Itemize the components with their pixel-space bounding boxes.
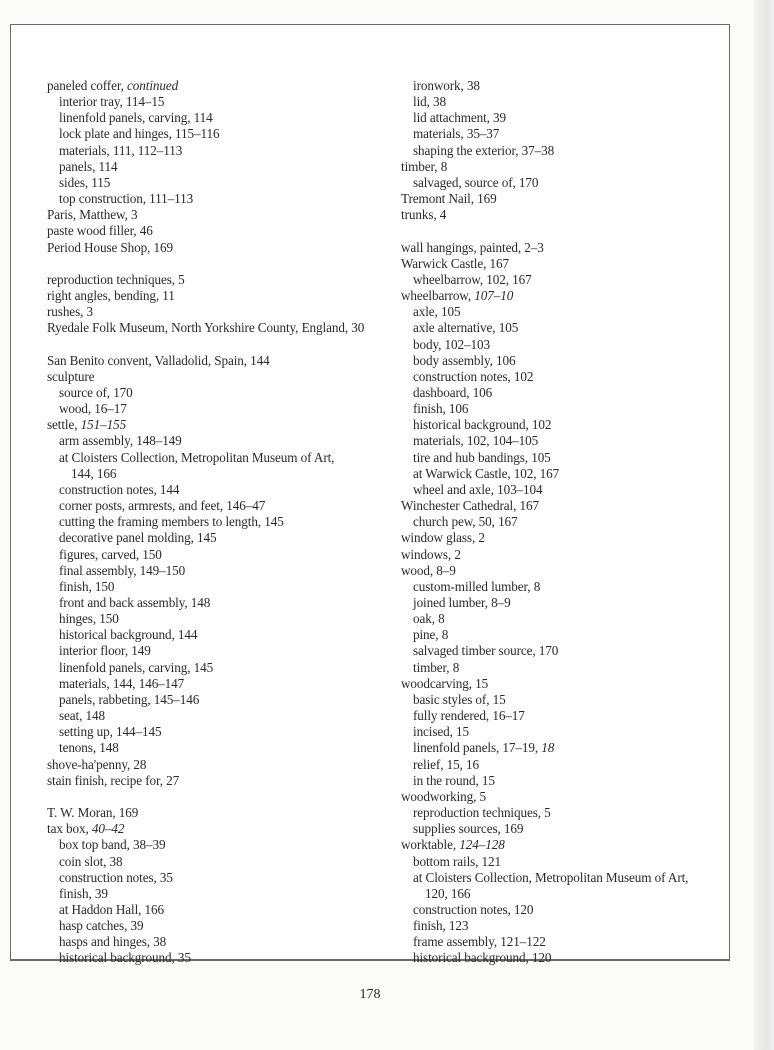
entry-text: at Cloisters Collection, Metropolitan Museum of Art, <box>413 869 689 885</box>
entry-text: construction notes, 102 <box>413 368 534 384</box>
entry-text: box top band, 38–39 <box>59 837 166 853</box>
entry-text: window glass, 2 <box>401 530 485 546</box>
index-subentry <box>47 676 364 692</box>
entry-text: linenfold panels, carving, 114 <box>59 110 213 126</box>
index-subentry <box>401 708 688 724</box>
index-subentry <box>401 320 688 336</box>
entry-text: settle, <box>47 417 81 433</box>
entry-text: materials, 35–37 <box>413 126 500 142</box>
entry-text: arm assembly, 148–149 <box>59 433 182 449</box>
index-entry <box>47 369 364 385</box>
entry-text: reproduction techniques, 5 <box>413 805 551 821</box>
index-continuation <box>401 886 688 902</box>
index-subentry <box>47 692 364 708</box>
index-subentry <box>47 514 364 530</box>
index-subentry <box>401 175 688 191</box>
entry-text: incised, 15 <box>413 724 470 740</box>
entry-text: figures, carved, 150 <box>59 546 162 562</box>
entry-text: worktable, <box>401 837 460 853</box>
entry-text: joined lumber, 8–9 <box>413 595 511 610</box>
entry-text: finish, 150 <box>59 578 115 594</box>
index-column-left <box>47 78 364 967</box>
entry-text: coin slot, 38 <box>59 853 123 869</box>
index-subentry <box>47 595 364 611</box>
entry-italic-pages: 107–10 <box>474 288 514 304</box>
index-entry <box>401 789 688 805</box>
entry-text: oak, 8 <box>413 611 445 627</box>
index-subentry <box>47 498 364 514</box>
index-entry <box>401 676 688 692</box>
index-subentry <box>401 805 688 821</box>
index-entry <box>401 498 688 514</box>
entry-text: materials, 144, 146–147 <box>59 675 185 691</box>
entry-text: decorative panel molding, 145 <box>59 530 217 546</box>
index-subentry <box>47 450 364 466</box>
entry-text: paste wood filler, 46 <box>47 223 153 239</box>
entry-text: sculpture <box>47 368 95 384</box>
entry-text: top construction, 111–113 <box>59 191 194 207</box>
entry-text: interior tray, 114–15 <box>59 94 165 110</box>
index-subentry <box>401 870 688 886</box>
entry-text: axle alternative, 105 <box>413 320 519 336</box>
entry-text: final assembly, 149–150 <box>59 562 186 578</box>
entry-text: interior floor, 149 <box>59 643 151 659</box>
index-subentry <box>401 724 688 740</box>
entry-text: historical background, 102 <box>413 417 552 433</box>
index-subentry <box>47 159 364 175</box>
index-entry <box>47 272 364 288</box>
entry-text: historical background, 35 <box>59 950 191 966</box>
entry-text: shaping the exterior, 37–38 <box>413 142 555 158</box>
entry-text: reproduction techniques, 5 <box>47 271 185 287</box>
entry-text: Warwick Castle, 167 <box>401 255 510 271</box>
index-subentry <box>401 450 688 466</box>
entry-text: frame assembly, 121–122 <box>413 934 546 950</box>
index-subentry <box>401 902 688 918</box>
entry-text: historical background, 144 <box>59 627 198 643</box>
entry-text: corner posts, armrests, and feet, 146–47 <box>59 498 266 514</box>
index-subentry <box>401 78 688 94</box>
index-subentry <box>401 110 688 126</box>
entry-italic-pages: 18 <box>541 740 555 756</box>
index-subentry <box>401 94 688 110</box>
index-entry <box>47 417 364 433</box>
entry-text: finish, 106 <box>413 401 469 417</box>
index-subentry <box>401 369 688 385</box>
index-subentry <box>401 918 688 934</box>
entry-text: lid, 38 <box>413 94 447 110</box>
entry-text: wood, 8–9 <box>401 562 456 578</box>
page-number: 178 <box>359 987 381 1002</box>
index-subentry <box>401 757 688 773</box>
index-subentry <box>401 595 688 611</box>
index-entry <box>401 288 688 304</box>
entry-text: body, 102–103 <box>413 336 490 352</box>
index-entry <box>47 207 364 223</box>
entry-text: ironwork, 38 <box>413 78 480 93</box>
index-subentry <box>47 94 364 110</box>
index-subentry <box>401 773 688 789</box>
index-subentry <box>47 482 364 498</box>
entry-text: hasps and hinges, 38 <box>59 934 167 950</box>
index-subentry <box>47 530 364 546</box>
index-subentry <box>47 175 364 191</box>
entry-text: basic styles of, 15 <box>413 691 506 707</box>
entry-text: rushes, 3 <box>47 304 93 320</box>
blank-line <box>47 256 364 272</box>
entry-text: salvaged timber source, 170 <box>413 643 559 659</box>
entry-text: construction notes, 35 <box>59 869 173 885</box>
index-subentry <box>401 304 688 320</box>
entry-text: paneled coffer, <box>47 78 128 93</box>
index-subentry <box>47 385 364 401</box>
index-subentry <box>47 950 364 966</box>
index-subentry <box>401 482 688 498</box>
index-entry <box>401 837 688 853</box>
index-subentry <box>47 740 364 756</box>
index-subentry <box>47 547 364 563</box>
entry-italic-pages: 40–42 <box>91 821 125 837</box>
index-entry <box>401 191 688 207</box>
entry-text: linenfold panels, 17–19, <box>413 740 542 756</box>
index-subentry <box>47 191 364 207</box>
index-frame <box>10 24 730 966</box>
entry-text: dashboard, 106 <box>413 384 493 400</box>
blank-line <box>47 337 364 353</box>
entry-text: axle, 105 <box>413 304 461 320</box>
index-subentry <box>401 854 688 870</box>
index-entry <box>47 773 364 789</box>
entry-text: fully rendered, 16–17 <box>413 708 525 724</box>
index-subentry <box>47 126 364 142</box>
entry-text: Ryedale Folk Museum, North Yorkshire County, England, 30 <box>47 320 365 336</box>
entry-text: hasp catches, 39 <box>59 918 144 934</box>
entry-text: construction notes, 120 <box>413 901 534 917</box>
entry-text: 120, 166 <box>425 885 471 901</box>
entry-text: finish, 39 <box>59 885 108 901</box>
entry-text: bottom rails, 121 <box>413 853 502 869</box>
index-subentry <box>401 272 688 288</box>
entry-text: setting up, 144–145 <box>59 724 162 740</box>
entry-text: seat, 148 <box>59 708 105 724</box>
index-subentry <box>401 643 688 659</box>
entry-italic-pages: continued <box>127 78 179 93</box>
entry-italic-pages: 151–155 <box>80 417 127 433</box>
index-entry <box>47 353 364 369</box>
entry-text: timber, 8 <box>413 659 460 675</box>
index-entry <box>401 547 688 563</box>
index-subentry <box>47 563 364 579</box>
index-subentry <box>47 918 364 934</box>
index-subentry <box>401 579 688 595</box>
entry-text: pine, 8 <box>413 627 449 643</box>
index-subentry <box>401 821 688 837</box>
index-subentry <box>47 902 364 918</box>
entry-text: tenons, 148 <box>59 740 119 756</box>
index-subentry <box>401 417 688 433</box>
entry-text: Paris, Matthew, 3 <box>47 207 138 223</box>
entry-text: finish, 123 <box>413 918 469 934</box>
entry-text: San Benito convent, Valladolid, Spain, 144 <box>47 352 270 368</box>
index-subentry <box>47 611 364 627</box>
index-entry <box>47 805 364 821</box>
index-entry <box>47 240 364 256</box>
index-subentry <box>401 514 688 530</box>
entry-text: wheel and axle, 103–104 <box>413 481 543 497</box>
index-subentry <box>47 724 364 740</box>
index-entry <box>401 530 688 546</box>
entry-italic-pages: 124–128 <box>459 837 505 853</box>
entry-text: cutting the framing members to length, 145 <box>59 514 284 530</box>
index-subentry <box>47 579 364 595</box>
index-entry <box>47 320 364 336</box>
entry-text: stain finish, recipe for, 27 <box>47 772 180 788</box>
index-subentry <box>401 337 688 353</box>
index-entry <box>401 563 688 579</box>
entry-text: Period House Shop, 169 <box>47 239 174 255</box>
entry-text: right angles, bending, 11 <box>47 288 175 304</box>
index-entry <box>47 757 364 773</box>
index-subentry <box>401 934 688 950</box>
index-entry <box>401 207 688 223</box>
entry-text: wall hangings, painted, 2–3 <box>401 239 544 255</box>
entry-text: woodworking, 5 <box>401 788 487 804</box>
entry-text: wheelbarrow, <box>401 288 475 304</box>
index-subentry <box>401 950 688 966</box>
entry-text: front and back assembly, 148 <box>59 595 211 610</box>
index-subentry <box>47 627 364 643</box>
entry-text: shove-ha'penny, 28 <box>47 756 147 772</box>
entry-text: at Warwick Castle, 102, 167 <box>413 465 560 481</box>
entry-text: sides, 115 <box>59 174 111 190</box>
index-subentry <box>401 433 688 449</box>
index-entry <box>47 78 364 94</box>
entry-text: panels, rabbeting, 145–146 <box>59 691 200 707</box>
index-subentry <box>401 401 688 417</box>
index-subentry <box>401 660 688 676</box>
index-subentry <box>401 353 688 369</box>
index-subentry <box>401 126 688 142</box>
entry-text: in the round, 15 <box>413 772 495 788</box>
entry-text: windows, 2 <box>401 546 461 562</box>
index-continuation <box>47 466 364 482</box>
index-subentry <box>47 854 364 870</box>
entry-text: T. W. Moran, 169 <box>47 805 139 821</box>
entry-text: construction notes, 144 <box>59 481 180 497</box>
entry-text: at Cloisters Collection, Metropolitan Museum of Art, <box>59 449 335 465</box>
entry-text: at Haddon Hall, 166 <box>59 901 165 917</box>
index-subentry <box>47 837 364 853</box>
index-entry <box>47 304 364 320</box>
index-subentry <box>47 110 364 126</box>
index-entry <box>47 223 364 239</box>
index-entry <box>401 256 688 272</box>
entry-text: tire and hub bandings, 105 <box>413 449 551 465</box>
index-subentry <box>47 143 364 159</box>
entry-text: linenfold panels, carving, 145 <box>59 659 214 675</box>
entry-text: church pew, 50, 167 <box>413 514 518 530</box>
index-entry <box>401 159 688 175</box>
entry-text: custom-milled lumber, 8 <box>413 578 541 594</box>
entry-text: panels, 114 <box>59 158 118 174</box>
entry-text: trunks, 4 <box>401 207 447 223</box>
index-subentry <box>47 934 364 950</box>
entry-text: source of, 170 <box>59 384 133 400</box>
entry-text: supplies sources, 169 <box>413 821 524 837</box>
index-entry <box>47 821 364 837</box>
blank-line <box>47 789 364 805</box>
index-column-right <box>401 78 688 967</box>
index-entry <box>401 240 688 256</box>
index-subentry <box>47 870 364 886</box>
index-subentry <box>47 708 364 724</box>
entry-text: wood, 16–17 <box>59 401 127 417</box>
index-subentry <box>401 143 688 159</box>
entry-text: Winchester Cathedral, 167 <box>401 498 539 514</box>
entry-text: lid attachment, 39 <box>413 110 507 126</box>
index-subentry <box>401 385 688 401</box>
index-subentry <box>401 740 688 756</box>
index-entry <box>47 288 364 304</box>
entry-text: salvaged, source of, 170 <box>413 174 539 190</box>
entry-text: materials, 111, 112–113 <box>59 142 183 158</box>
index-subentry <box>47 886 364 902</box>
entry-text: body assembly, 106 <box>413 352 516 368</box>
index-subentry <box>47 433 364 449</box>
index-subentry <box>47 401 364 417</box>
entry-text: historical background, 120 <box>413 950 552 966</box>
index-subentry <box>401 627 688 643</box>
entry-text: Tremont Nail, 169 <box>401 191 497 207</box>
index-subentry <box>401 692 688 708</box>
entry-text: relief, 15, 16 <box>413 756 479 772</box>
entry-text: materials, 102, 104–105 <box>413 433 539 449</box>
entry-text: woodcarving, 15 <box>401 675 489 691</box>
entry-text: tax box, <box>47 821 92 837</box>
entry-text: wheelbarrow, 102, 167 <box>413 271 532 287</box>
entry-text: timber, 8 <box>401 158 448 174</box>
page-edge-shadow <box>754 0 774 1050</box>
index-subentry <box>401 611 688 627</box>
index-subentry <box>47 660 364 676</box>
entry-text: lock plate and hinges, 115–116 <box>59 126 220 142</box>
index-subentry <box>401 466 688 482</box>
blank-line <box>401 223 688 239</box>
entry-text: hinges, 150 <box>59 611 119 627</box>
entry-text: 144, 166 <box>71 465 117 481</box>
index-subentry <box>47 643 364 659</box>
